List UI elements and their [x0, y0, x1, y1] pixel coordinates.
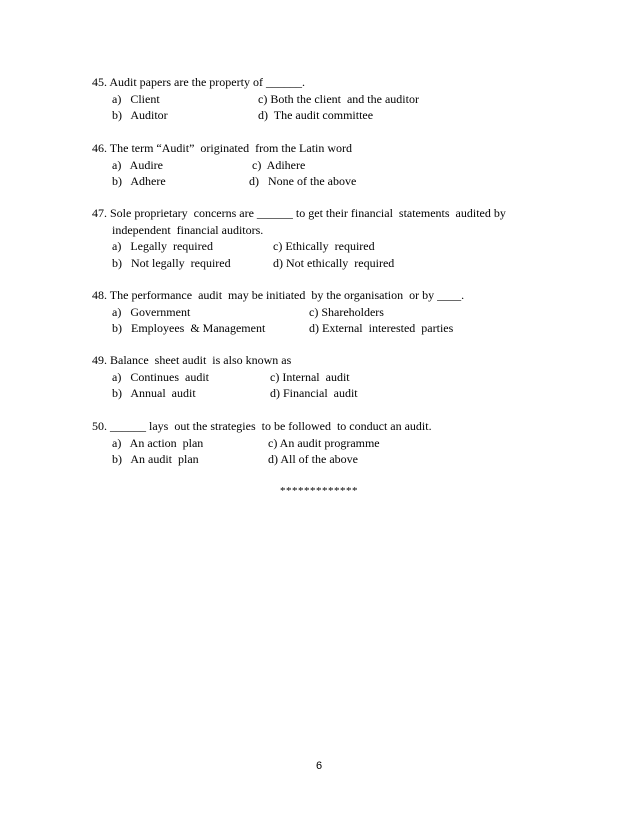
- option-c: c) Adihere: [252, 157, 306, 172]
- option-a: a) An action plan: [112, 435, 204, 450]
- question-46: [92, 140, 532, 190]
- question-48: [92, 287, 532, 337]
- option-a: a) Government: [112, 304, 191, 319]
- option-a: a) Legally required: [112, 239, 213, 253]
- option-d: d) Financial audit: [270, 386, 358, 400]
- option-row: [92, 451, 532, 468]
- option-b: b) Annual audit: [112, 386, 196, 400]
- option-c: c) Shareholders: [309, 304, 384, 319]
- option-row: [92, 304, 532, 321]
- option-b: b) Adhere: [112, 174, 166, 188]
- question-stem: 50. ______ lays out the strategies to be followed to conduct an audit.: [92, 419, 432, 433]
- option-row: [92, 369, 532, 386]
- option-d: d) The audit committee: [258, 108, 374, 122]
- option-b: b) Employees & Management: [112, 321, 266, 335]
- option-row: [92, 320, 532, 337]
- question-49: [92, 352, 532, 402]
- option-row: [92, 255, 532, 272]
- option-b: b) Not legally required: [112, 255, 231, 270]
- option-row: [92, 157, 532, 174]
- option-row: [92, 91, 532, 108]
- question-50: [92, 418, 532, 468]
- option-c: c) Ethically required: [273, 239, 375, 253]
- page-number: 6: [315, 760, 323, 772]
- option-c: c) An audit programme: [268, 435, 380, 450]
- option-b: b) Auditor: [112, 108, 168, 122]
- question-47: [92, 205, 532, 271]
- option-d: d) Not ethically required: [273, 255, 395, 270]
- option-a: a) Client: [112, 91, 160, 106]
- option-row: [92, 238, 532, 255]
- option-c: c) Both the client and the auditor: [258, 91, 419, 106]
- question-stem: 47. Sole proprietary concerns are ______ to get their financial statements audited by: [92, 206, 506, 220]
- option-row: [92, 385, 532, 402]
- option-row: [92, 435, 532, 452]
- option-row: [92, 107, 532, 124]
- question-stem-continued: independent financial auditors.: [112, 222, 264, 237]
- option-row: [92, 173, 532, 190]
- option-d: d) All of the above: [268, 452, 358, 466]
- option-a: a) Continues audit: [112, 369, 209, 384]
- option-c: c) Internal audit: [270, 369, 350, 384]
- option-b: b) An audit plan: [112, 452, 199, 466]
- question-stem: 45. Audit papers are the property of ______.: [92, 75, 305, 89]
- option-d: d) None of the above: [249, 174, 357, 188]
- section-separator: *************: [280, 485, 358, 497]
- question-45: [92, 74, 532, 124]
- option-a: a) Audire: [112, 157, 163, 172]
- option-d: d) External interested parties: [309, 321, 454, 335]
- question-stem: 49. Balance sheet audit is also known as: [92, 353, 292, 367]
- question-stem: 48. The performance audit may be initiated by the organisation or by ____.: [92, 288, 465, 302]
- question-stem: 46. The term “Audit” originated from the Latin word: [92, 141, 353, 155]
